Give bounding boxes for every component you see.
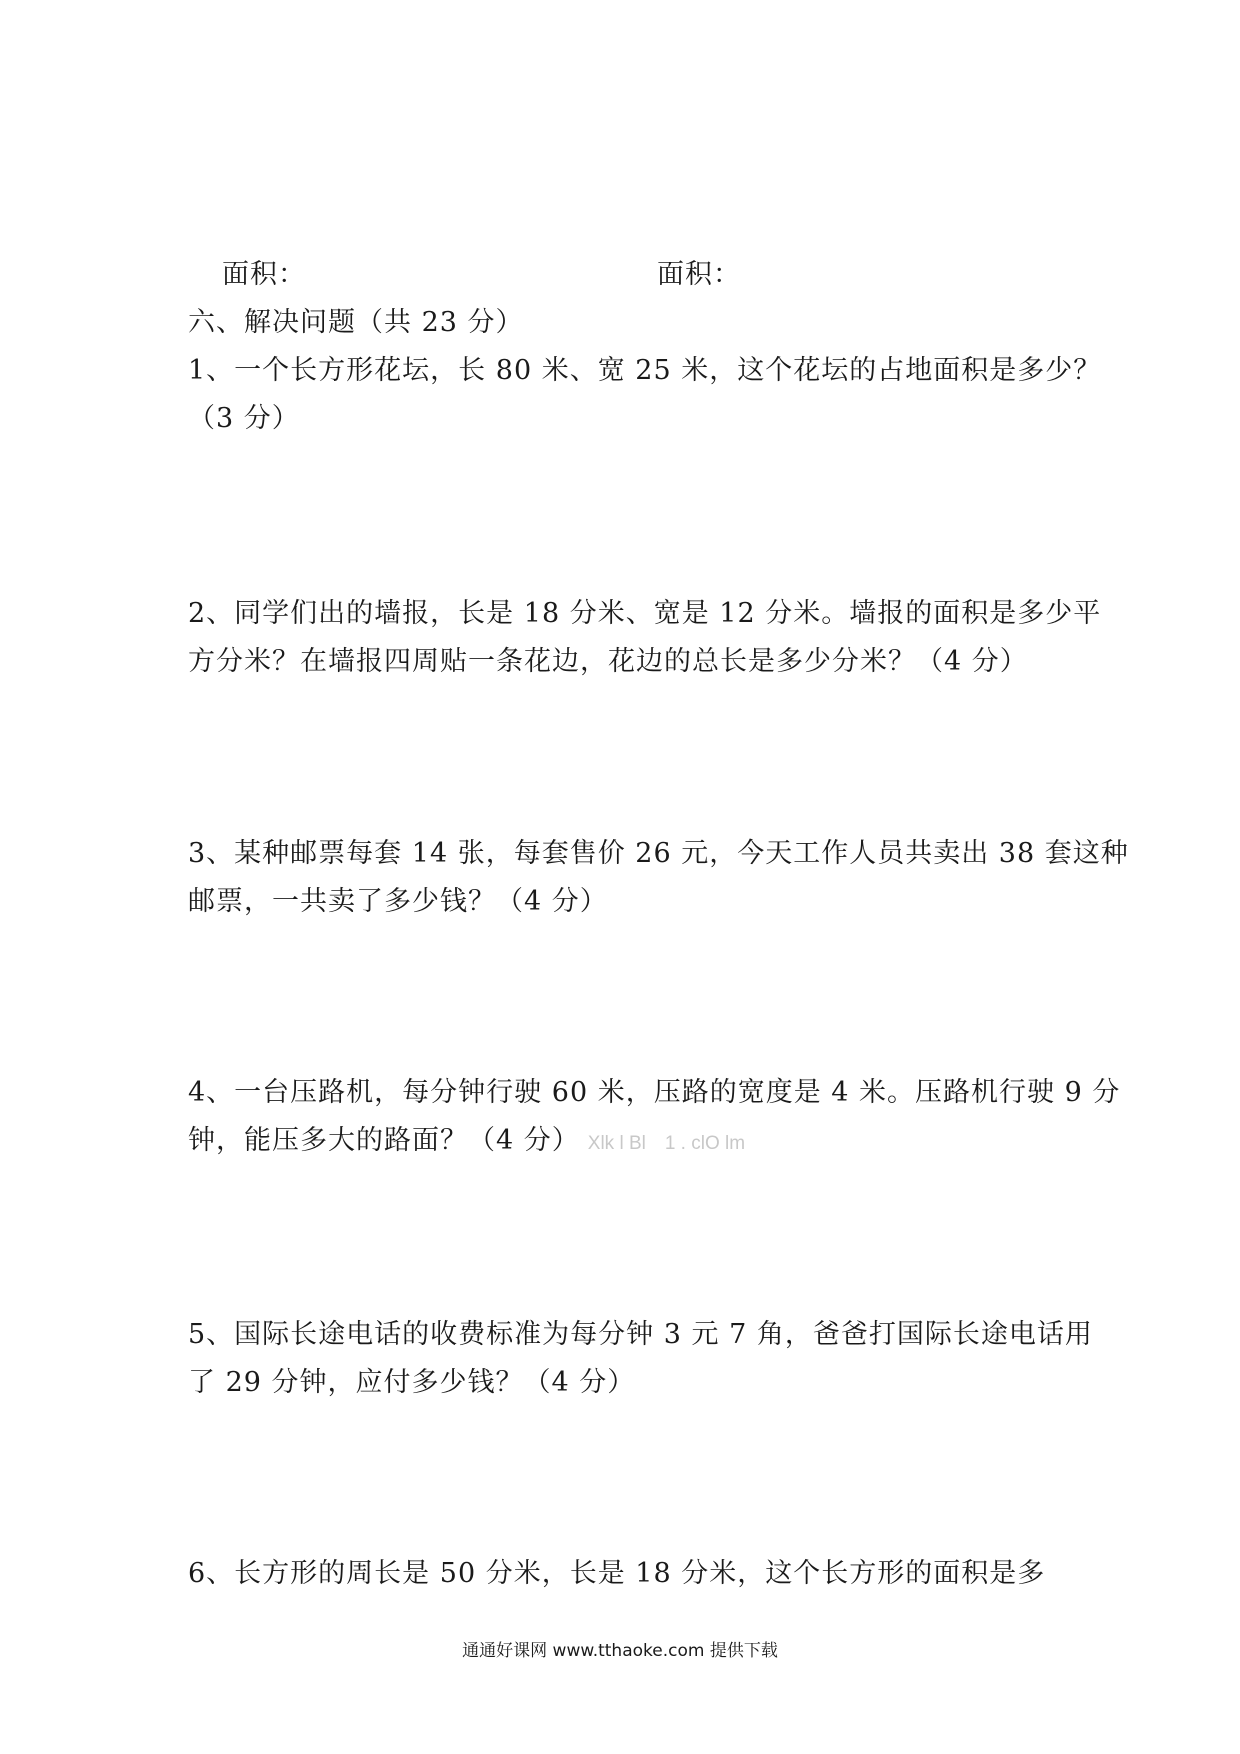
page-footer: 通通好课网 www.tthaoke.com 提供下载	[462, 1641, 778, 1661]
question-6-line-1: 6、长方形的周长是 50 分米，长是 18 分米，这个长方形的面积是多	[188, 1558, 1046, 1589]
question-3-line-1: 3、某种邮票每套 14 张，每套售价 26 元，今天工作人员共卖出 38 套这种	[188, 838, 1129, 869]
question-2-line-2: 方分米？在墙报四周贴一条花边，花边的总长是多少分米？（4 分）	[188, 646, 1028, 677]
question-4-line-1: 4、一台压路机，每分钟行驶 60 米，压路的宽度是 4 米。压路机行驶 9 分	[188, 1077, 1121, 1108]
area-label-left: 面积：	[222, 259, 306, 290]
question-2-line-1: 2、同学们出的墙报，长是 18 分米、宽是 12 分米。墙报的面积是多少平	[188, 598, 1102, 629]
question-5-line-1: 5、国际长途电话的收费标准为每分钟 3 元 7 角，爸爸打国际长途电话用	[188, 1319, 1093, 1350]
area-label-right: 面积：	[657, 259, 741, 290]
section-heading: 六、解决问题（共 23 分）	[188, 307, 524, 338]
question-1-line-2: （3 分）	[188, 403, 300, 434]
question-3-line-2: 邮票，一共卖了多少钱？（4 分）	[188, 886, 608, 917]
faint-watermark-text: Xlk l Bl 1 . clO lm	[587, 1133, 746, 1154]
question-4-line-2-text: 钟，能压多大的路面？（4 分）	[188, 1125, 580, 1156]
question-5-line-2: 了 29 分钟，应付多少钱？（4 分）	[188, 1367, 636, 1398]
question-4-line-2	[188, 1124, 745, 1161]
question-1-line-1: 1、一个长方形花坛，长 80 米、宽 25 米，这个花坛的占地面积是多少？	[188, 355, 1102, 386]
